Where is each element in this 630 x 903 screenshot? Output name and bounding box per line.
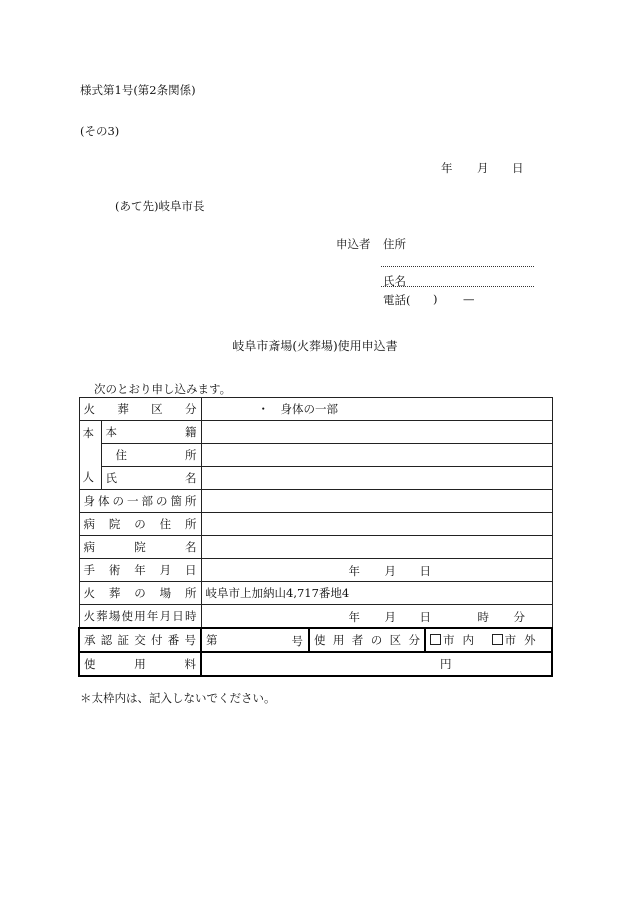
domicile-value[interactable] <box>201 421 552 444</box>
hospital-address-value[interactable] <box>201 513 552 536</box>
hospital-name-label: 病院名 <box>79 536 201 559</box>
cremation-place-value: 岐阜市上加納山4,717番地4 <box>201 582 552 605</box>
hospital-name-value[interactable] <box>201 536 552 559</box>
applicant-address-line[interactable] <box>381 266 534 267</box>
permit-number-label: 承認証交付番号 <box>79 628 201 652</box>
domicile-label: 本籍 <box>101 421 201 444</box>
table-row <box>79 582 552 605</box>
intro-text: 次のとおり申し込みます。 <box>94 382 232 396</box>
fee-value <box>201 652 552 676</box>
permit-prefix: 第 <box>206 633 218 647</box>
table-row <box>79 559 552 582</box>
use-year-label: 年 <box>348 610 360 624</box>
table-row <box>79 444 552 467</box>
applicant-name-label: 氏名 <box>383 274 406 288</box>
applicant-address-label: 住所 <box>383 237 406 251</box>
use-minute-label: 分 <box>513 610 525 624</box>
form-number: 様式第1号(第2条関係) <box>80 83 196 97</box>
applicant-phone-paren: ) <box>433 292 438 306</box>
surgery-month-label: 月 <box>384 564 396 578</box>
applicant-phone-dash: — <box>463 292 475 306</box>
table-row <box>79 467 552 490</box>
person-address-value[interactable] <box>201 444 552 467</box>
application-table <box>78 397 553 677</box>
table-row <box>79 421 552 444</box>
date-month-label: 月 <box>477 161 489 175</box>
person-label <box>79 421 101 490</box>
fee-label: 使用料 <box>79 652 201 676</box>
use-datetime-label: 火葬場使用年月日時 <box>79 605 201 629</box>
permit-number-value <box>201 628 309 652</box>
surgery-year-label: 年 <box>348 564 360 578</box>
surgery-day-label: 日 <box>419 564 431 578</box>
addressee: (あて先)岐阜市長 <box>115 199 205 213</box>
hospital-address-label: 病院の住所 <box>79 513 201 536</box>
user-class-value <box>425 628 552 652</box>
form-sub-number: (その3) <box>80 124 120 138</box>
table-row <box>79 513 552 536</box>
person-address-label: 住所 <box>101 444 201 467</box>
surgery-date-label: 手術年月日 <box>79 559 201 582</box>
table-row <box>79 652 552 676</box>
date-day-label: 日 <box>512 161 524 175</box>
footnote: ＊太枠内は、記入しないでください。 <box>80 691 276 705</box>
cremation-type-value[interactable]: ・ 身体の一部 <box>201 398 552 421</box>
applicant-label: 申込者 <box>336 237 371 251</box>
person-name-value[interactable] <box>201 467 552 490</box>
applicant-name-line[interactable] <box>381 286 534 287</box>
person-label-bottom: 人 <box>82 470 94 484</box>
table-row <box>79 398 552 421</box>
table-row <box>79 605 552 629</box>
applicant-phone-label: 電話( <box>383 293 411 307</box>
use-hour-label: 時 <box>477 610 489 624</box>
date-year-label: 年 <box>441 161 453 175</box>
checkbox-city-out <box>492 634 503 645</box>
user-class-label: 使用者の区分 <box>309 628 425 652</box>
option-city-in: 市内 <box>443 633 482 647</box>
option-city-out: 市外 <box>504 633 544 647</box>
permit-suffix: 号 <box>291 634 303 648</box>
document-title: 岐阜市斎場(火葬場)使用申込書 <box>232 339 398 353</box>
use-month-label: 月 <box>384 610 396 624</box>
fee-unit: 円 <box>440 657 452 671</box>
use-datetime-value[interactable] <box>201 605 552 629</box>
checkbox-city-in <box>430 634 441 645</box>
body-part-label: 身体の一部の箇所 <box>79 490 201 513</box>
cremation-type-label: 火葬区分 <box>79 398 201 421</box>
surgery-date-value[interactable] <box>201 559 552 582</box>
person-name-label: 氏名 <box>101 467 201 490</box>
table-row <box>79 628 552 652</box>
table-row <box>79 490 552 513</box>
cremation-place-label: 火葬の場所 <box>79 582 201 605</box>
body-part-value[interactable] <box>201 490 552 513</box>
use-day-label: 日 <box>419 610 431 624</box>
person-label-top: 本 <box>82 426 94 440</box>
table-row <box>79 536 552 559</box>
